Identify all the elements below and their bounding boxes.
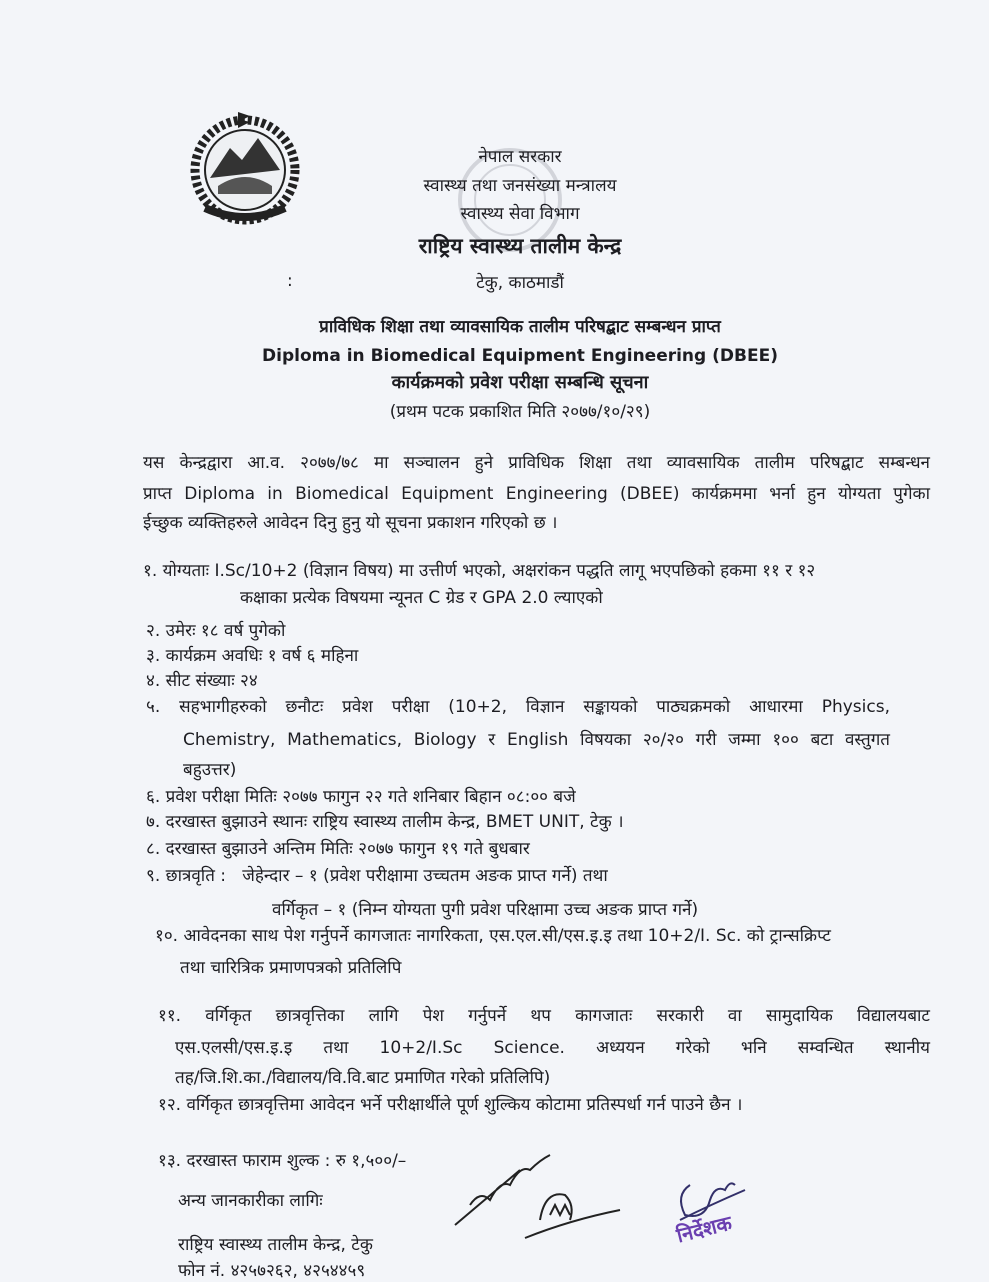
item-13: १३. दरखास्त फाराम शुल्क : रु १,५००/–: [158, 1151, 407, 1171]
item-6: ६. प्रवेश परीक्षा मितिः २०७७ फागुन २२ गते शनिबार बिहान ०८:०० बजे: [146, 787, 576, 807]
item-7: ७. दरखास्त बुझाउने स्थानः राष्ट्रिय स्वास्थ्य तालीम केन्द्र, BMET UNIT, टेकु ।: [146, 812, 624, 832]
signature-2: [520, 1180, 630, 1240]
item-10-cont: तथा चारित्रिक प्रमाणपत्रको प्रतिलिपि: [180, 958, 402, 978]
item-3: ३. कार्यक्रम अवधिः १ वर्ष ६ महिना: [146, 646, 359, 666]
govt-name: नेपाल सरकार: [478, 147, 562, 167]
office-location: टेकु, काठमाडौं: [476, 273, 564, 293]
item-10: १०. आवेदनका साथ पेश गर्नुपर्ने कागजातः नागरिकता, एस.एल.सी/एस.इ.इ तथा 10+2/I. Sc. को ट्रान्सक्रिप्ट: [155, 926, 831, 946]
footer-office: राष्ट्रिय स्वास्थ्य तालीम केन्द्र, टेकु: [178, 1235, 373, 1255]
item-5-cont: Chemistry, Mathematics, Biology र English विषयका २०/२० गरी जम्मा १०० बटा वस्तुगत: [183, 730, 890, 750]
published-date: (प्रथम पटक प्रकाशित मिति २०७७/१०/२९): [389, 402, 651, 422]
item-9: ९. छात्रवृति : जेहेन्दार – १ (प्रवेश परीक्षामा उच्चतम अङक प्राप्त गर्ने) तथा: [146, 866, 608, 886]
item-1: १. योग्यताः I.Sc/10+2 (विज्ञान विषय) मा उत्तीर्ण भएको, अक्षरांकन पद्धति लागू भएपछिको हकमा ११ र १२: [143, 561, 816, 581]
footer-phone: फोन नं. ४२५७२६२, ४२५४४५९: [178, 1261, 366, 1281]
intro-line-1: यस केन्द्रद्वारा आ.व. २०७७/७८ मा सञ्चालन हुने प्राविधिक शिक्षा तथा व्यावसायिक तालीम परिषद्बाट सम्बन्धन: [143, 453, 930, 473]
department-name: स्वास्थ्य सेवा विभाग: [460, 204, 580, 224]
item-12: १२. वर्गिकृत छात्रवृत्तिमा आवेदन भर्ने परीक्षार्थीले पूर्ण शुल्किय कोटामा प्रतिस्पर्धा गर्न पाउने छैन ।: [158, 1095, 743, 1115]
item-2: २. उमेरः १८ वर्ष पुगेको: [146, 621, 286, 641]
margin-mark: :: [287, 271, 293, 291]
item-5: ५. सहभागीहरुको छनौटः प्रवेश परीक्षा (10+2, विज्ञान सङ्कायको पाठ्यक्रमको आधारमा Physics,: [146, 697, 890, 717]
more-info-label: अन्य जानकारीका लागिः: [178, 1191, 323, 1211]
item-4: ४. सीट संख्याः २४: [146, 671, 258, 691]
item-1-cont: कक्षाका प्रत्येक विषयमा न्यूनत C ग्रेड र GPA 2.0 ल्याएको: [240, 588, 603, 608]
title-line-3: कार्यक्रमको प्रवेश परीक्षा सम्बन्धि सूचना: [391, 372, 649, 393]
intro-line-2: प्राप्त Diploma in Biomedical Equipment Engineering (DBEE) कार्यक्रममा भर्ना हुन योग्यता पुगेका: [143, 484, 930, 504]
office-name: राष्ट्रिय स्वास्थ्य तालीम केन्द्र: [418, 234, 622, 258]
director-stamp: निर्देशक: [674, 1210, 735, 1248]
ministry-name: स्वास्थ्य तथा जनसंख्या मन्त्रालय: [423, 176, 617, 196]
item-11-cont: एस.एलसी/एस.इ.इ तथा 10+2/I.Sc Science. अध्ययन गरेको भनि सम्वन्धित स्थानीय: [175, 1038, 930, 1058]
item-8: ८. दरखास्त बुझाउने अन्तिम मितिः २०७७ फागुन १९ गते बुधबार: [146, 839, 530, 859]
title-line-2: Diploma in Biomedical Equipment Engineering (DBEE): [262, 346, 778, 366]
title-line-1: प्राविधिक शिक्षा तथा व्यावसायिक तालीम परिषद्बाट सम्बन्धन प्राप्त: [319, 317, 721, 337]
intro-line-3: ईच्छुक व्यक्तिहरुले आवेदन दिनु हुनु यो सूचना प्रकाशन गरिएको छ ।: [143, 513, 558, 533]
item-5-cont-2: बहुउत्तर): [183, 760, 237, 780]
item-11: ११. वर्गिकृत छात्रवृत्तिका लागि पेश गर्नुपर्ने थप कागजातः सरकारी वा सामुदायिक विद्यालयबाट: [158, 1006, 930, 1026]
item-11-cont-2: तह/जि.शि.का./विद्यालय/वि.वि.बाट प्रमाणित गरेको प्रतिलिपि): [175, 1068, 551, 1088]
item-9-cont: वर्गिकृत – १ (निम्न योग्यता पुगी प्रवेश परिक्षामा उच्च अङक प्राप्त गर्ने): [272, 900, 699, 920]
